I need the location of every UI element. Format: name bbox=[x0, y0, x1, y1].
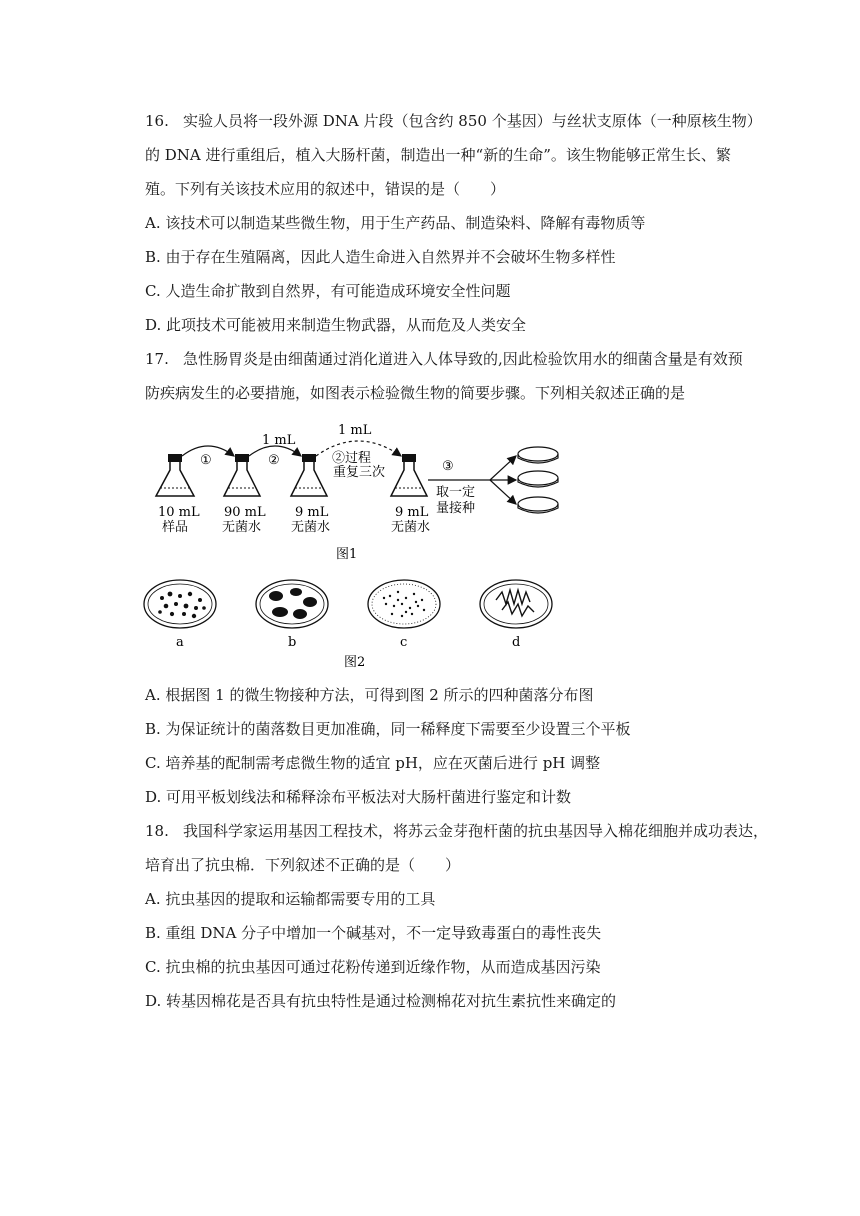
flask2-volume: 90 mL bbox=[224, 505, 266, 520]
q18-stem-line1: 18. 我国科学家运用基因工程技术，将苏云金芽孢杆菌的抗虫基因导入棉花细胞并成功表达， bbox=[145, 822, 769, 840]
plate-d bbox=[480, 580, 552, 628]
flask1-label: 样品 bbox=[162, 520, 189, 535]
flask3-volume: 9 mL bbox=[295, 505, 329, 520]
q18-stem-line2: 培育出了抗虫棉．下列叙述不正确的是（ ） bbox=[145, 856, 461, 874]
q16-stem-line3: 殖。下列有关该技术应用的叙述中，错误的是（ ） bbox=[145, 180, 506, 198]
plate-a-label: a bbox=[176, 635, 184, 650]
q17-option-a: A. 根据图 1 的微生物接种方法，可得到图 2 所示的四种菌落分布图 bbox=[145, 686, 594, 704]
label-step2: ② bbox=[268, 453, 280, 468]
plate-b bbox=[256, 580, 328, 628]
flask2-label: 无菌水 bbox=[222, 520, 262, 535]
q17-stem-line1: 17. 急性肠胃炎是由细菌通过消化道进入人体导致的,因此检验饮用水的细菌含量是有效预 bbox=[145, 350, 743, 368]
plate-c bbox=[368, 580, 440, 628]
plate-c-label: c bbox=[400, 635, 408, 650]
figure-1-dilution-diagram bbox=[140, 418, 570, 568]
label-step1: ① bbox=[200, 453, 212, 468]
q18-option-d: D. 转基因棉花是否具有抗虫特性是通过检测棉花对抗生素抗性来确定的 bbox=[145, 992, 617, 1010]
flask-sample bbox=[156, 454, 194, 496]
flask1-volume: 10 mL bbox=[158, 505, 200, 520]
arrow-to-plate-1 bbox=[490, 456, 516, 480]
plate-a bbox=[144, 580, 216, 628]
flask4-label: 无菌水 bbox=[391, 520, 431, 535]
flask4-volume: 9 mL bbox=[395, 505, 429, 520]
q18-option-c: C. 抗虫棉的抗虫基因可通过花粉传递到近缘作物，从而造成基因污染 bbox=[145, 958, 601, 976]
q17-option-c: C. 培养基的配制需考虑微生物的适宜 pH，应在灭菌后进行 pH 调整 bbox=[145, 754, 601, 772]
flask-water-9a bbox=[291, 454, 327, 496]
figure-2-caption: 图2 bbox=[344, 655, 366, 670]
flask3-label: 无菌水 bbox=[291, 520, 331, 535]
plate-middle bbox=[518, 471, 558, 487]
label-transfer-2: 1 mL bbox=[338, 423, 372, 438]
flask-water-9b bbox=[391, 454, 427, 496]
figure-2-colony-plates bbox=[140, 574, 560, 670]
q17-option-d: D. 可用平板划线法和稀释涂布平板法对大肠杆菌进行鉴定和计数 bbox=[145, 788, 572, 806]
label-step3: ③ bbox=[442, 459, 454, 474]
label-inoculate-1: 取一定 bbox=[436, 485, 476, 500]
label-step2-repeat: ②过程 bbox=[332, 451, 372, 466]
q17-number: 17. bbox=[145, 350, 169, 368]
q18-number: 18. bbox=[145, 822, 169, 840]
figure-1-caption: 图1 bbox=[336, 547, 358, 562]
label-inoculate-2: 量接种 bbox=[436, 501, 476, 516]
q16-number: 16. bbox=[145, 112, 169, 130]
q16-option-c: C. 人造生命扩散到自然界，有可能造成环境安全性问题 bbox=[145, 282, 511, 300]
q16-option-a: A. 该技术可以制造某些微生物，用于生产药品、制造染料、降解有毒物质等 bbox=[145, 214, 646, 232]
plate-d-label: d bbox=[512, 635, 521, 650]
q16-stem-line2: 的 DNA 进行重组后，植入大肠杆菌，制造出一种“新的生命”。该生物能够正常生长、繁 bbox=[145, 146, 731, 164]
q18-option-b: B. 重组 DNA 分子中增加一个碱基对，不一定导致毒蛋白的毒性丧失 bbox=[145, 924, 602, 942]
flask-water-90 bbox=[224, 454, 260, 496]
plate-top bbox=[518, 447, 558, 463]
q17-stem-line2: 防疾病发生的必要措施，如图表示检验微生物的简要步骤。下列相关叙述正确的是 bbox=[145, 384, 686, 402]
plate-bottom bbox=[518, 497, 558, 513]
label-repeat-three: 重复三次 bbox=[333, 465, 386, 480]
q16-stem-line1: 16. 实验人员将一段外源 DNA 片段（包含约 850 个基因）与丝状支原体（一种原核生物） bbox=[145, 112, 762, 130]
q18-option-a: A. 抗虫基因的提取和运输都需要专用的工具 bbox=[145, 890, 436, 908]
q16-option-b: B. 由于存在生殖隔离，因此人造生命进入自然界并不会破坏生物多样性 bbox=[145, 248, 616, 266]
q16-option-d: D. 此项技术可能被用来制造生物武器，从而危及人类安全 bbox=[145, 316, 527, 334]
arrow-to-plate-3 bbox=[490, 480, 516, 504]
label-transfer-1: 1 mL bbox=[262, 433, 296, 448]
q17-option-b: B. 为保证统计的菌落数目更加准确，同一稀释度下需要至少设置三个平板 bbox=[145, 720, 631, 738]
plate-b-label: b bbox=[288, 635, 297, 650]
